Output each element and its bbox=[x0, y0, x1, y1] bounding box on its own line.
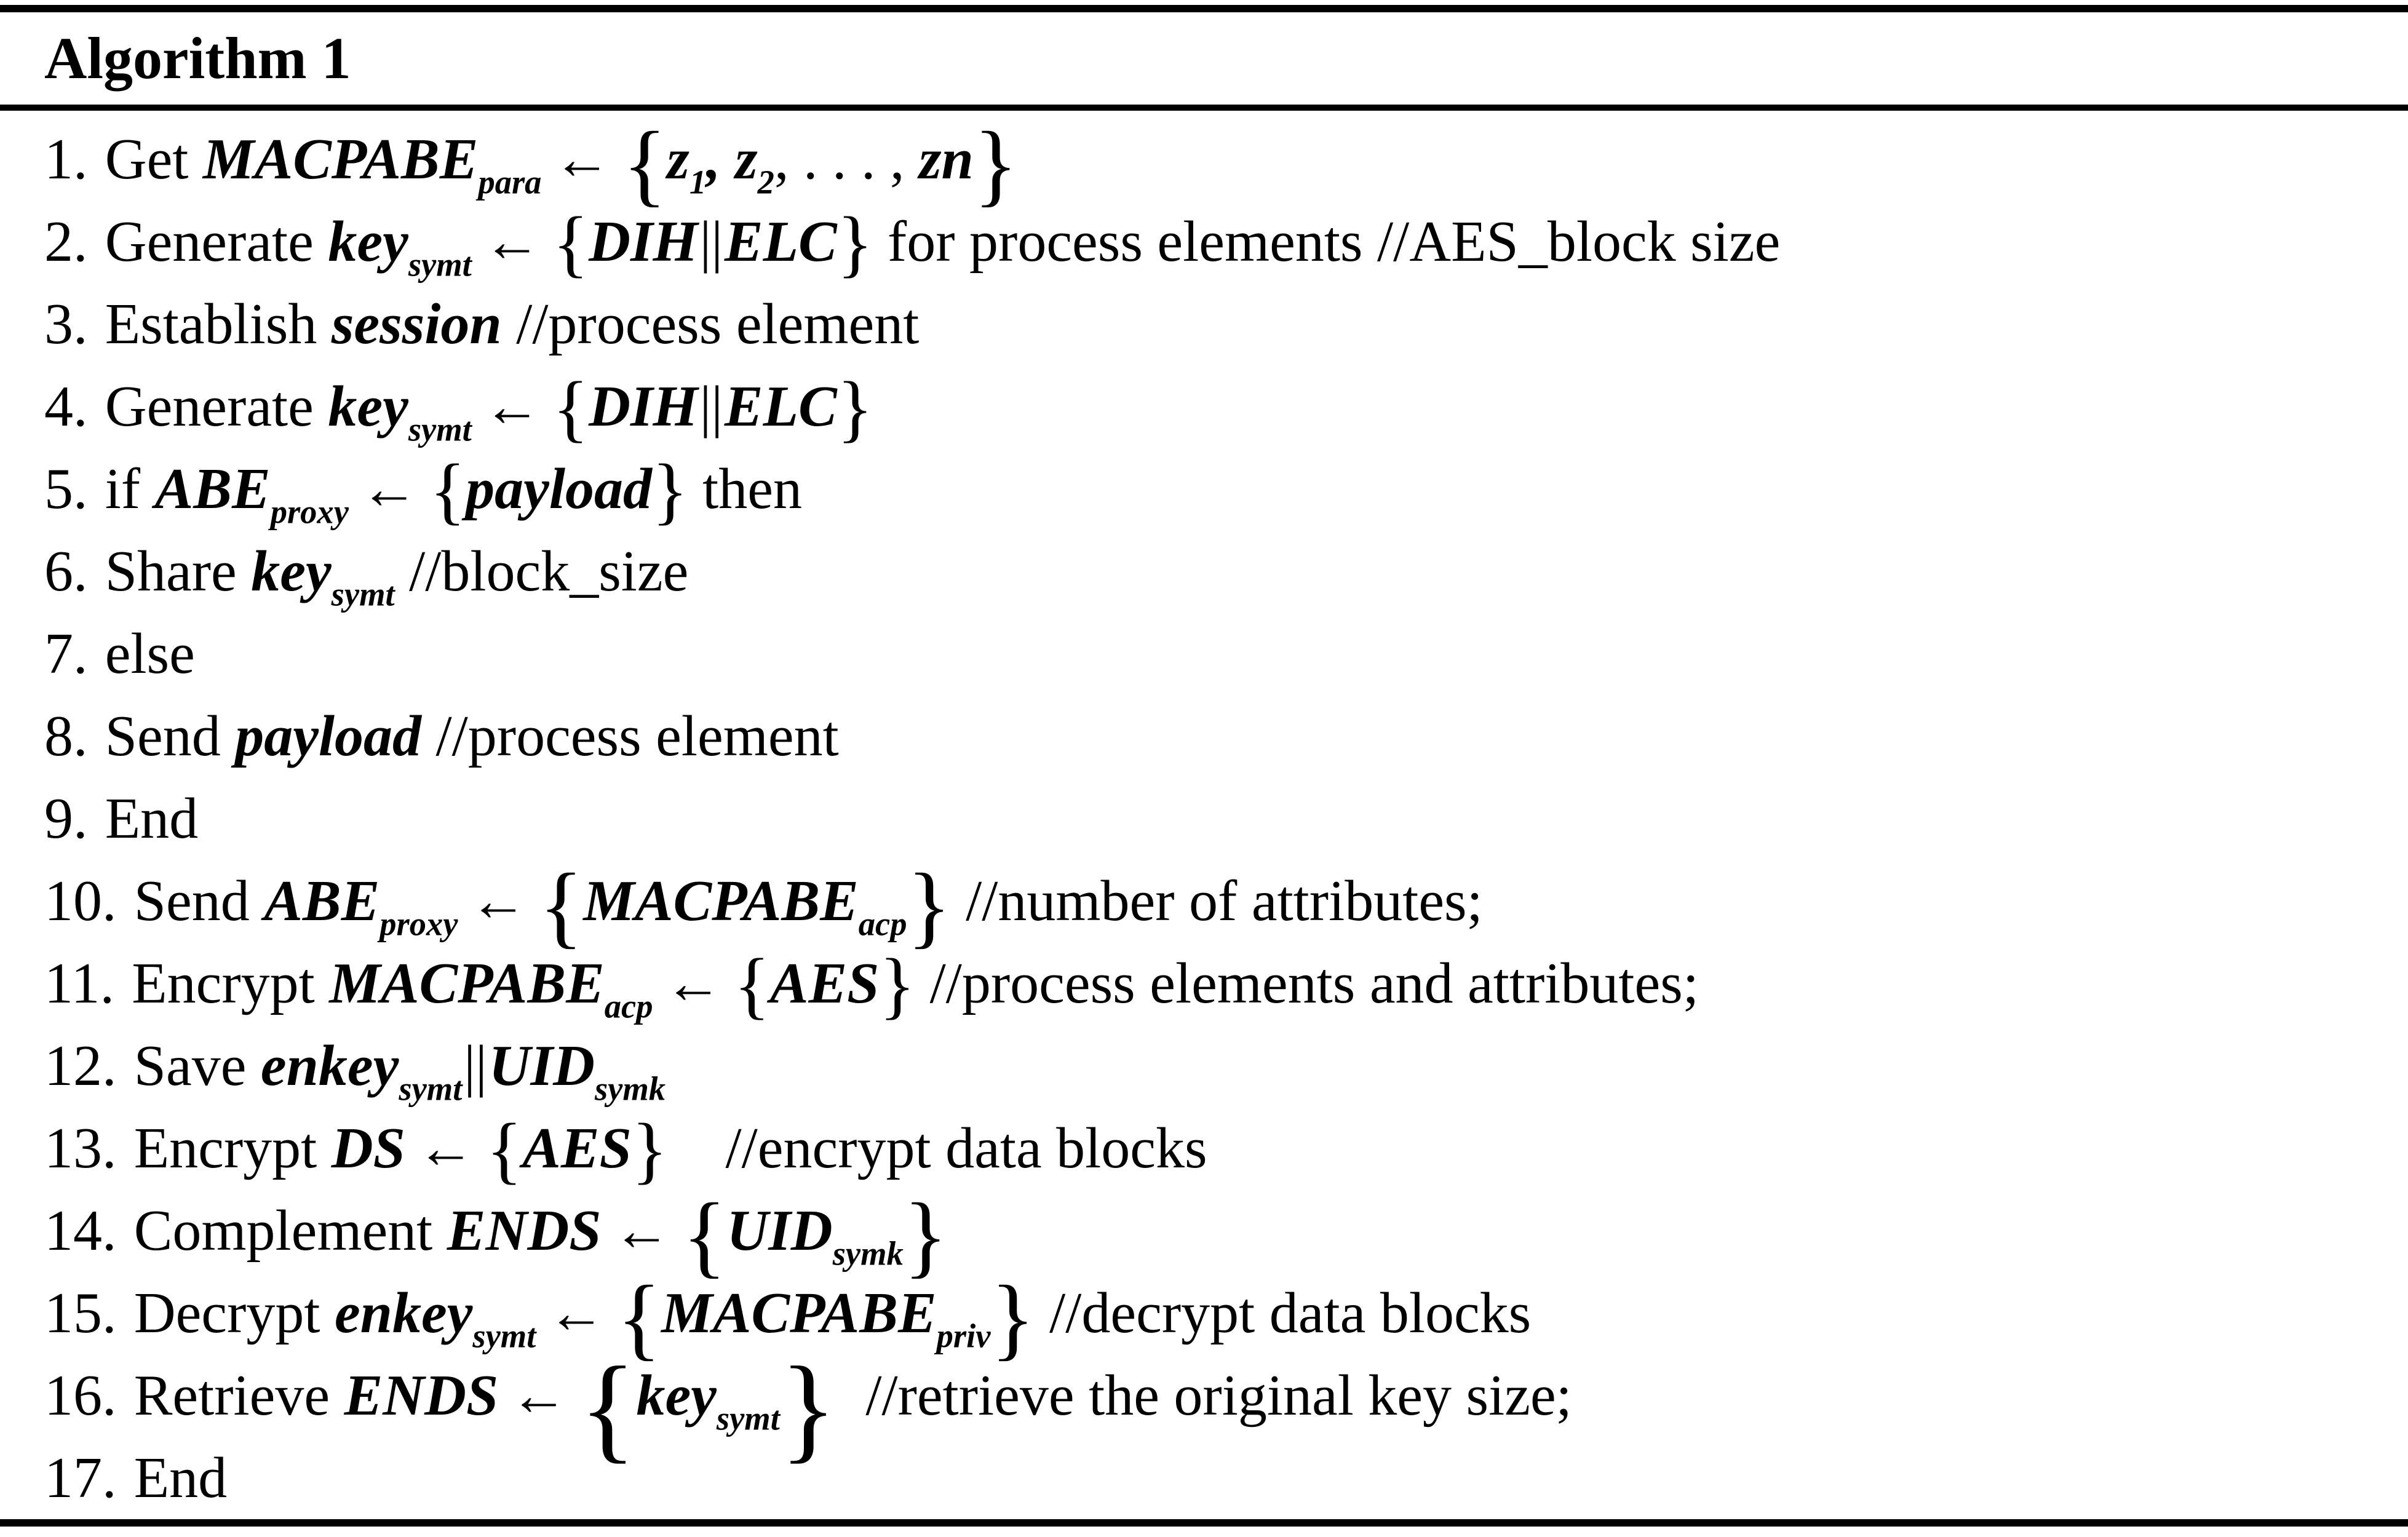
algorithm-line-4 bbox=[44, 365, 2408, 448]
line-number: 17. bbox=[44, 1446, 117, 1510]
algorithm-line-3 bbox=[44, 283, 2408, 365]
brace: } bbox=[779, 1341, 837, 1474]
algorithm-figure bbox=[0, 5, 2408, 1527]
subscript: 2 bbox=[757, 163, 774, 201]
code-text: Generate bbox=[105, 210, 328, 274]
variable: , bbox=[706, 127, 736, 191]
brace: { bbox=[429, 449, 466, 533]
code-text: //process element bbox=[501, 292, 920, 356]
brace: { bbox=[486, 1108, 523, 1192]
algorithm-line-15 bbox=[44, 1266, 2408, 1370]
left-arrow-icon: ← bbox=[510, 1364, 568, 1428]
brace: } bbox=[836, 202, 873, 285]
left-arrow-icon: ← bbox=[416, 1116, 475, 1180]
left-arrow-icon: ← bbox=[553, 127, 611, 191]
line-number: 7. bbox=[44, 622, 88, 686]
brace: } bbox=[973, 113, 1018, 216]
variable: key bbox=[636, 1364, 717, 1428]
line-number: 1. bbox=[44, 127, 88, 191]
subscript: para bbox=[478, 163, 542, 201]
line-number: 2. bbox=[44, 210, 88, 274]
line-number: 11. bbox=[44, 951, 115, 1015]
variable: ELC bbox=[724, 375, 837, 439]
line-number: 4. bbox=[44, 375, 88, 439]
code-text: End bbox=[133, 1446, 228, 1510]
variable: DS bbox=[331, 1116, 405, 1180]
code-text: else bbox=[105, 622, 195, 686]
variable: MACPABE bbox=[661, 1281, 937, 1345]
brace: } bbox=[651, 449, 688, 533]
variable: ABE bbox=[264, 869, 380, 933]
code-text: Send bbox=[105, 704, 236, 768]
code-text: Send bbox=[133, 869, 264, 933]
subscript: acp bbox=[858, 905, 907, 943]
variable: z bbox=[667, 127, 689, 191]
code-text: then bbox=[688, 457, 802, 521]
left-arrow-icon: ← bbox=[469, 869, 528, 933]
algorithm-line-16 bbox=[44, 1341, 2408, 1474]
algorithm-body bbox=[0, 111, 2408, 1519]
variable: AES bbox=[522, 1116, 632, 1180]
algorithm-title: Algorithm 1 bbox=[44, 25, 351, 91]
code-text: , . . . , bbox=[774, 127, 919, 191]
brace: } bbox=[990, 1266, 1035, 1370]
brace: } bbox=[903, 1184, 948, 1287]
bottom-rule bbox=[0, 1519, 2408, 1527]
line-number: 14. bbox=[44, 1199, 117, 1263]
variable: key bbox=[251, 539, 332, 603]
code-text: //encrypt data blocks bbox=[667, 1116, 1207, 1180]
header-rule bbox=[0, 105, 2408, 111]
code-text: //retrieve the original key size; bbox=[836, 1364, 1572, 1428]
top-rule bbox=[0, 5, 2408, 12]
subscript: proxy bbox=[379, 905, 458, 943]
subscript: 1 bbox=[689, 163, 707, 201]
algorithm-line-12 bbox=[44, 1025, 2408, 1107]
left-arrow-icon: ← bbox=[483, 210, 541, 274]
variable: AES bbox=[769, 951, 880, 1015]
line-number: 10. bbox=[44, 869, 117, 933]
code-text: End bbox=[105, 787, 199, 851]
algorithm-line-2 bbox=[44, 201, 2408, 283]
variable: UID bbox=[726, 1199, 833, 1263]
line-number: 5. bbox=[44, 457, 88, 521]
concat-bars: || bbox=[699, 375, 723, 439]
subscript: acp bbox=[604, 987, 653, 1025]
line-number: 9. bbox=[44, 787, 88, 851]
brace: { bbox=[616, 1266, 662, 1370]
code-text: Decrypt bbox=[133, 1281, 335, 1345]
variable: payload bbox=[235, 704, 422, 768]
code-text: Get bbox=[105, 127, 203, 191]
variable: UID bbox=[488, 1034, 595, 1098]
variable: key bbox=[328, 375, 408, 439]
line-number: 3. bbox=[44, 292, 88, 356]
variable: MACPABE bbox=[583, 869, 859, 933]
line-number: 16. bbox=[44, 1364, 117, 1428]
algorithm-line-17 bbox=[44, 1437, 2408, 1519]
code-text: Generate bbox=[105, 375, 328, 439]
variable: ENDS bbox=[447, 1199, 602, 1263]
brace: } bbox=[907, 854, 952, 958]
algorithm-line-7 bbox=[44, 613, 2408, 695]
code-text: Save bbox=[133, 1034, 261, 1098]
left-arrow-icon: ← bbox=[664, 951, 723, 1015]
algorithm-line-1 bbox=[44, 113, 2408, 216]
variable: enkey bbox=[260, 1034, 399, 1098]
variable: enkey bbox=[334, 1281, 473, 1345]
subscript: symt bbox=[408, 410, 472, 448]
algorithm-line-13 bbox=[44, 1107, 2408, 1192]
algorithm-line-6 bbox=[44, 530, 2408, 613]
brace: { bbox=[682, 1184, 727, 1287]
algorithm-line-8 bbox=[44, 695, 2408, 777]
code-text: Retrieve bbox=[133, 1364, 344, 1428]
left-arrow-icon: ← bbox=[613, 1199, 671, 1263]
subscript: symt bbox=[472, 1317, 536, 1355]
left-arrow-icon: ← bbox=[547, 1281, 606, 1345]
code-text: //process elements and attributes; bbox=[915, 951, 1699, 1015]
left-arrow-icon: ← bbox=[360, 457, 418, 521]
algorithm-line-9 bbox=[44, 777, 2408, 860]
concat-bars: || bbox=[699, 210, 723, 274]
code-text: for process elements //AES_block size bbox=[873, 210, 1781, 274]
subscript: symt bbox=[399, 1070, 463, 1108]
brace: } bbox=[631, 1108, 668, 1192]
variable: zn bbox=[918, 127, 974, 191]
subscript: symk bbox=[594, 1070, 666, 1108]
variable: z bbox=[735, 127, 758, 191]
left-arrow-icon: ← bbox=[483, 375, 541, 439]
variable: ELC bbox=[724, 210, 837, 274]
variable: key bbox=[328, 210, 408, 274]
brace: } bbox=[879, 943, 916, 1027]
line-number: 6. bbox=[44, 539, 88, 603]
line-number: 13. bbox=[44, 1116, 117, 1180]
brace: { bbox=[552, 367, 589, 450]
brace: { bbox=[539, 854, 584, 958]
code-text: Complement bbox=[133, 1199, 447, 1263]
variable: payload bbox=[466, 457, 652, 521]
variable: DIH bbox=[589, 375, 698, 439]
algorithm-line-10 bbox=[44, 854, 2408, 958]
code-text: Encrypt bbox=[133, 1116, 332, 1180]
subscript: symt bbox=[408, 245, 472, 284]
concat-bars: || bbox=[464, 1034, 487, 1098]
variable: DIH bbox=[589, 210, 698, 274]
code-text: //decrypt data blocks bbox=[1035, 1281, 1532, 1345]
line-number: 12. bbox=[44, 1034, 117, 1098]
algorithm-line-14 bbox=[44, 1184, 2408, 1287]
variable: MACPABE bbox=[329, 951, 605, 1015]
line-number: 15. bbox=[44, 1281, 117, 1345]
code-text: if bbox=[105, 457, 155, 521]
code-text: //block_size bbox=[394, 539, 689, 603]
brace: { bbox=[552, 202, 589, 285]
variable: ABE bbox=[154, 457, 271, 521]
line-number: 8. bbox=[44, 704, 88, 768]
subscript: proxy bbox=[270, 493, 349, 531]
brace: { bbox=[579, 1341, 637, 1474]
brace: } bbox=[836, 367, 873, 450]
subscript: symt bbox=[331, 575, 395, 613]
brace: { bbox=[622, 113, 667, 216]
algorithm-line-11 bbox=[44, 942, 2408, 1025]
variable: MACPABE bbox=[202, 127, 479, 191]
subscript: priv bbox=[936, 1317, 991, 1355]
variable: ENDS bbox=[344, 1364, 499, 1428]
code-text: //process element bbox=[421, 704, 839, 768]
code-text: Encrypt bbox=[132, 951, 330, 1015]
brace: { bbox=[734, 943, 770, 1027]
subscript: symt bbox=[716, 1399, 780, 1437]
code-text: Share bbox=[105, 539, 252, 603]
subscript: symk bbox=[832, 1234, 904, 1273]
code-text: //number of attributes; bbox=[951, 869, 1483, 933]
variable: session bbox=[331, 292, 502, 356]
code-text: Establish bbox=[105, 292, 332, 356]
algorithm-line-5 bbox=[44, 448, 2408, 533]
